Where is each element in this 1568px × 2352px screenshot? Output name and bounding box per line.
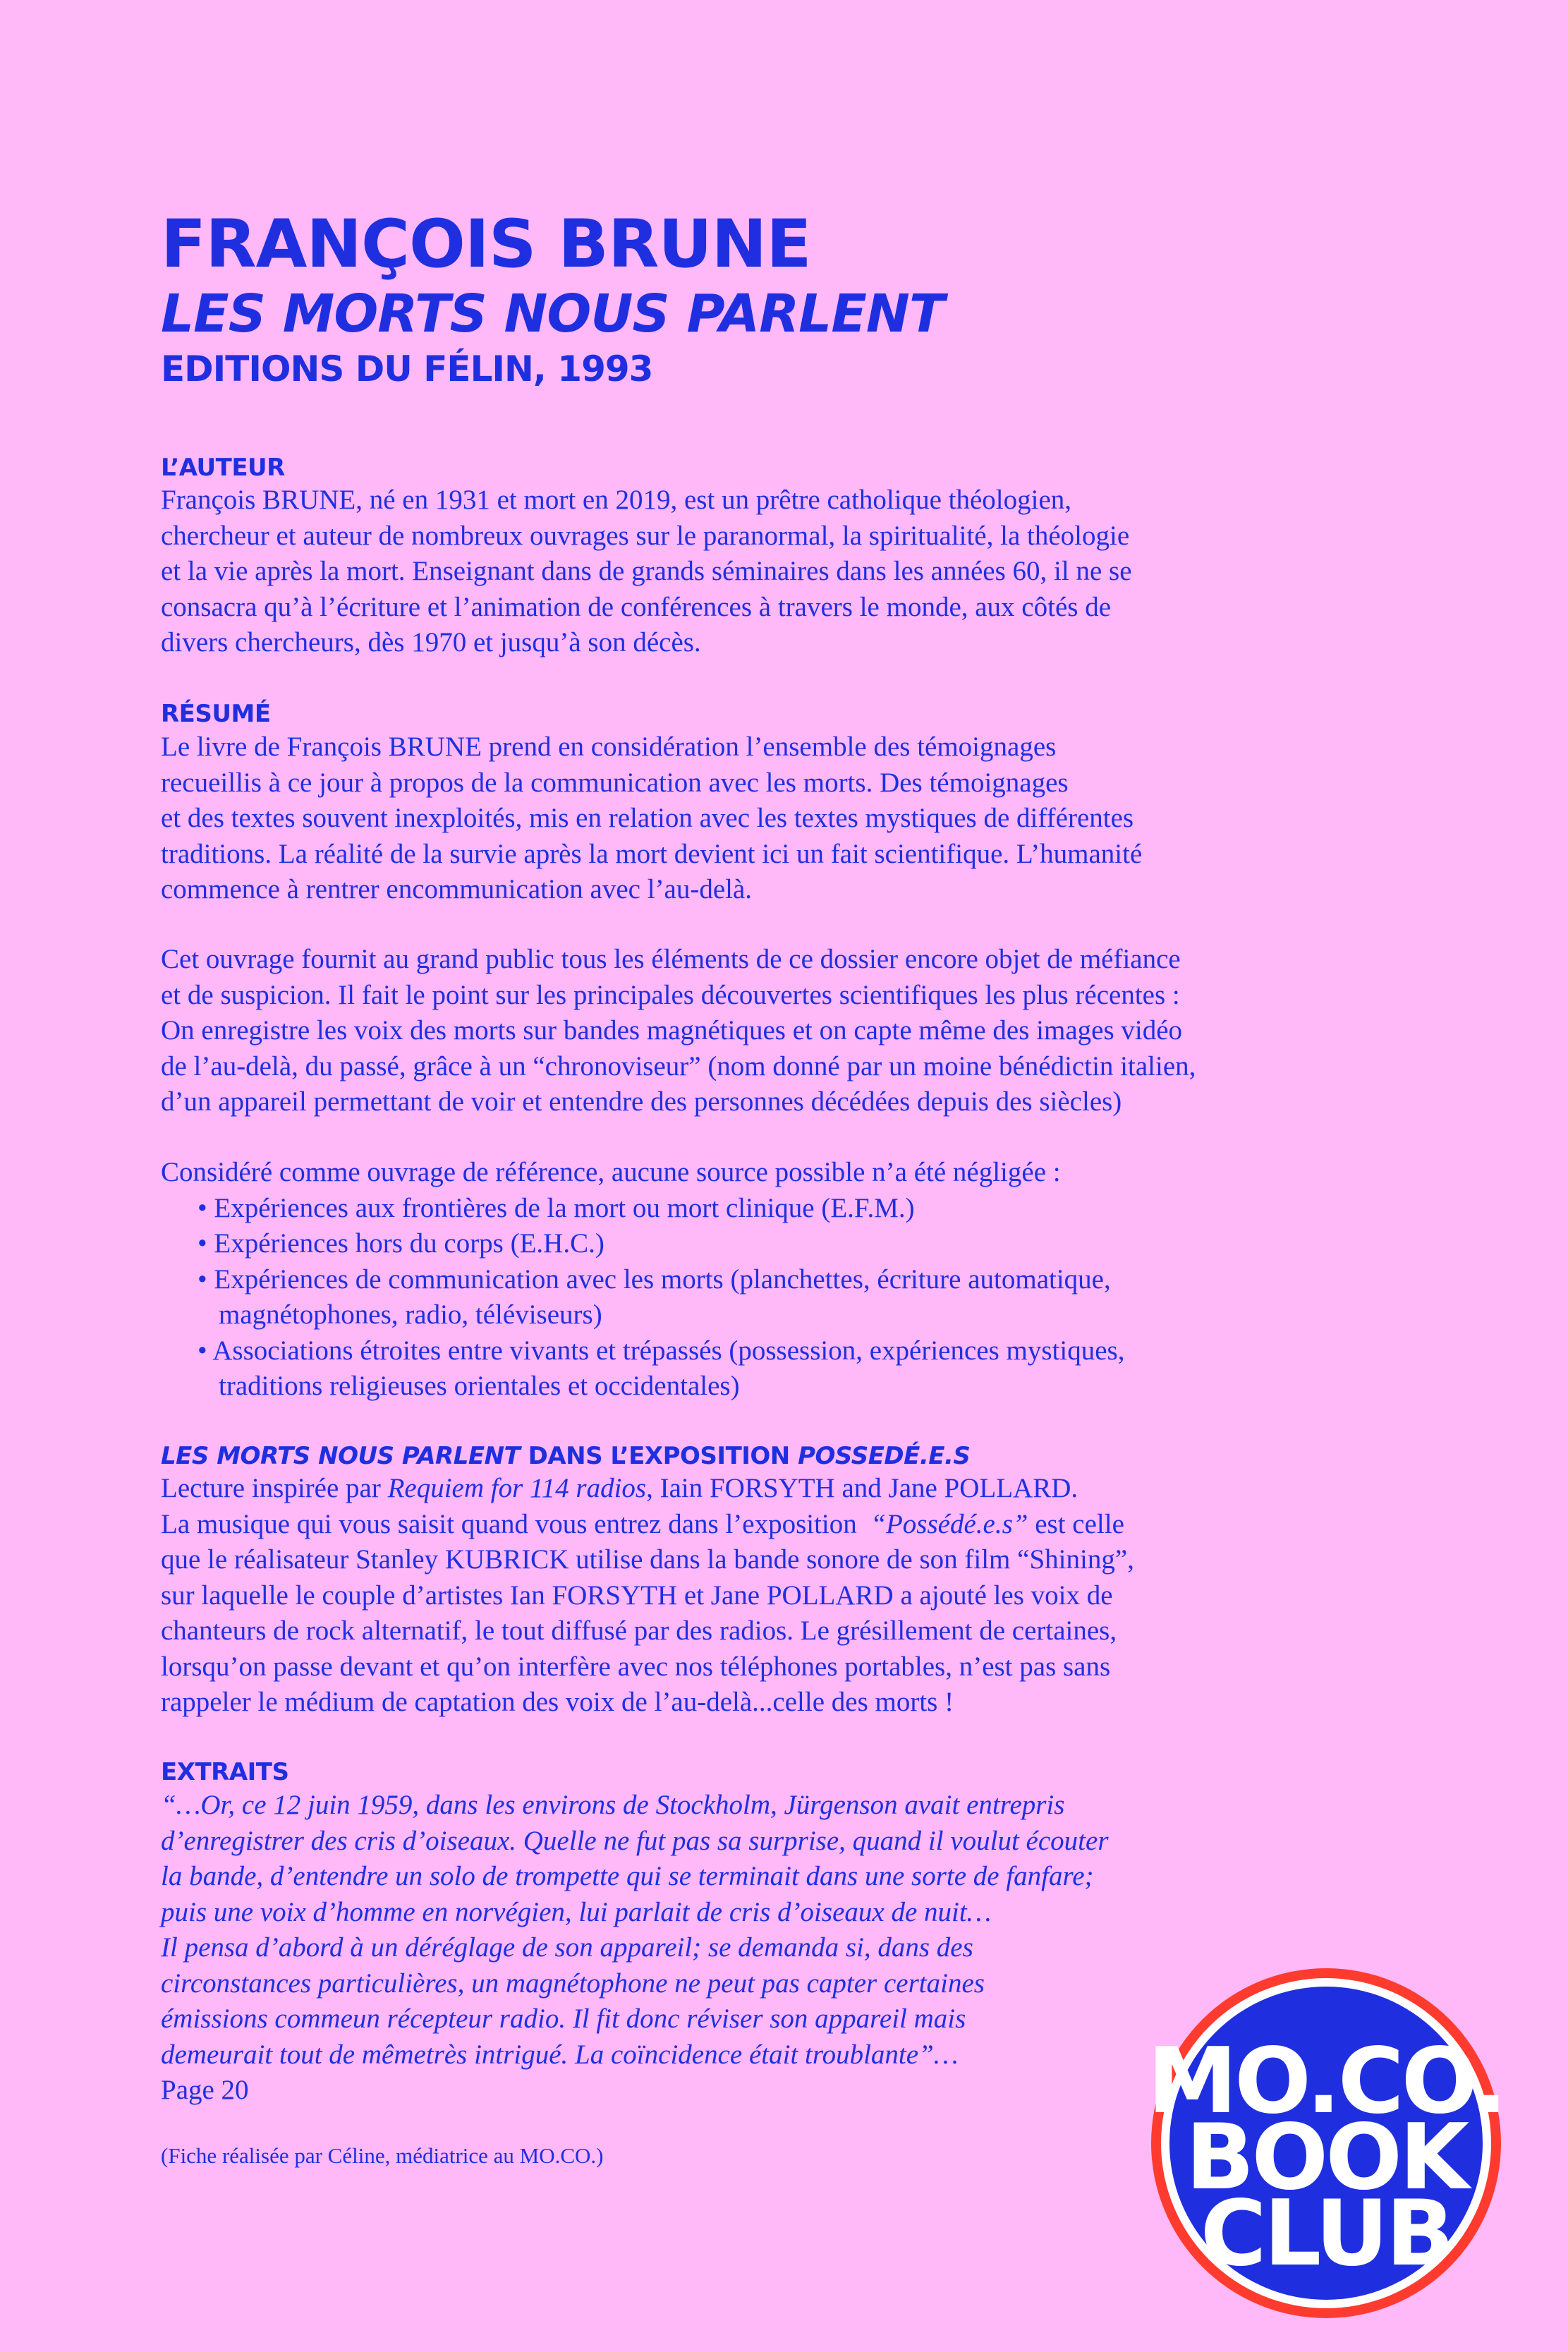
auteur-line: chercheur et auteur de nombreux ouvrages sur le paranormal, la spiritualité, la théologie [161,520,1130,551]
book-title: LES MORTS NOUS PARLENT [161,284,944,344]
exposition-artwork-title: Requiem for 114 radios [387,1473,647,1503]
section-heading-auteur: L’AUTEUR [161,454,285,482]
exposition-line-text: , Iain FORSYTH and Jane POLLARD. [646,1473,1078,1503]
exposition-exhibition-title: “Possédé.e.s” [870,1508,1028,1539]
quote-line: émissions commeun récepteur radio. Il fit donc réviser son appareil mais [161,2004,966,2034]
resume-paragraph-3 [161,1155,1416,1405]
logo-line-2: BOOK [1185,2105,1467,2210]
resume-paragraph-2 [161,942,1416,1120]
resume-paragraph-1 [161,729,1416,908]
credit-note: (Fiche réalisée par Céline, médiatrice au MO.CO.) [161,2143,604,2168]
quote-line: circonstances particulières, un magnétophone ne peut pas capter certaines [161,1968,985,1999]
resume-line: et de suspicion. Il fait le point sur les principales découvertes scientifiques les plus récentes : [161,979,1180,1010]
exposition-heading-text: DANS L’EXPOSITION [520,1442,798,1470]
resume-line: traditions. La réalité de la survie après la mort devient ici un fait scientifique. L’humanité [161,838,1143,869]
auteur-line: et la vie après la mort. Enseignant dans de grands séminaires dans les années 60, il ne se [161,556,1132,586]
bullet-item-continuation: traditions religieuses orientales et occidentales) [219,1371,740,1401]
exposition-paragraph [161,1471,1416,1721]
exposition-line: rappeler le médium de captation des voix de l’au-delà...celle des morts ! [161,1687,954,1717]
bullet-item: • Expériences hors du corps (E.H.C.) [197,1228,604,1259]
exposition-line [161,1507,1416,1543]
section-heading-exposition [161,1438,970,1474]
exposition-line: chanteurs de rock alternatif, le tout diffusé par des radios. Le grésillement de certaines, [161,1616,1117,1646]
logo-line-1: MO.CO. [1147,2029,1505,2134]
section-heading-resume: RÉSUMÉ [161,700,271,728]
resume-line: et des textes souvent inexploités, mis en relation avec les textes mystiques de différentes [161,803,1134,833]
exposition-line [161,1471,1416,1507]
bullet-item: • Expériences de communication avec les morts (planchettes, écriture automatique, [197,1263,1111,1295]
resume-line: d’un appareil permettant de voir et entendre des personnes décédées depuis des siècles) [161,1086,1122,1117]
page-reference: Page 20 [161,2075,249,2105]
resume-line: Le livre de François BRUNE prend en considération l’ensemble des témoignages [161,732,1057,762]
resume-line: On enregistre les voix des morts sur bandes magnétiques et on capte même des images vidéo [161,1015,1183,1045]
publisher: EDITIONS DU FÉLIN, 1993 [161,348,653,389]
moco-book-club-logo [1147,1964,1505,2322]
resume-line: Cet ouvrage fournit au grand public tous les éléments de ce dossier encore objet de méfiance [161,944,1181,974]
exposition-line: lorsqu’on passe devant et qu’on interfère avec nos téléphones portables, n’est pas sans [161,1651,1111,1682]
exposition-line-text: Lecture inspirée par [161,1473,388,1503]
author-name: FRANÇOIS BRUNE [161,206,811,283]
resume-line: recueillis à ce jour à propos de la communication avec les morts. Des témoignages [161,767,1069,798]
quote-line: puis une voix d’homme en norvégien, lui parlait de cris d’oiseaux de nuit… [161,1896,992,1927]
resume-line: commence à rentrer encommunication avec l’au-delà. [161,874,753,904]
quote-line: la bande, d’entendre un solo de trompette qui se terminait dans une sorte de fanfare; [161,1861,1094,1891]
auteur-paragraph [161,483,1416,661]
bullet-item-continuation: magnétophones, radio, téléviseurs) [219,1299,602,1330]
auteur-line: divers chercheurs, dès 1970 et jusqu’à son décès. [161,627,701,657]
quote-line: Il pensa d’abord à un déréglage de son appareil; se demanda si, dans des [161,1932,973,1963]
auteur-line: consacra qu’à l’écriture et l’animation de conférences à travers le monde, aux côtés de [161,591,1112,622]
exposition-line-text: est celle [1028,1508,1124,1539]
section-heading-extraits: EXTRAITS [161,1758,289,1786]
exposition-heading-exhibition-name: POSSEDÉ.E.S [798,1442,971,1470]
resume-intro-line: Considéré comme ouvrage de référence, aucune source possible n’a été négligée : [161,1157,1061,1187]
logo-line-3: CLUB [1200,2181,1452,2286]
bullet-item: • Associations étroites entre vivants et trépassés (possession, expériences mystiques, [197,1335,1125,1366]
quote-line: demeurait tout de mêmetrès intrigué. La coïncidence était troublante”… [161,2039,959,2070]
exposition-line-text: La musique qui vous saisit quand vous entrez dans l’exposition [161,1508,871,1539]
bullet-item: • Expériences aux frontières de la mort ou mort clinique (E.F.M.) [197,1192,915,1223]
auteur-line: François BRUNE, né en 1931 et mort en 2019, est un prêtre catholique théologien, [161,485,1072,515]
quote-line: “…Or, ce 12 juin 1959, dans les environs de Stockholm, Jürgenson avait entrepris [161,1790,1065,1820]
exposition-line: sur laquelle le couple d’artistes Ian FORSYTH et Jane POLLARD a ajouté les voix de [161,1580,1113,1611]
exposition-heading-book-title: LES MORTS NOUS PARLENT [161,1442,521,1470]
quote-line: d’enregistrer des cris d’oiseaux. Quelle ne fut pas sa surprise, quand il voulut écouter [161,1825,1109,1856]
resume-line: de l’au-delà, du passé, grâce à un “chronoviseur” (nom donné par un moine bénédictin italien, [161,1050,1196,1081]
exposition-line: que le réalisateur Stanley KUBRICK utilise dans la bande sonore de son film “Shining”, [161,1544,1134,1575]
